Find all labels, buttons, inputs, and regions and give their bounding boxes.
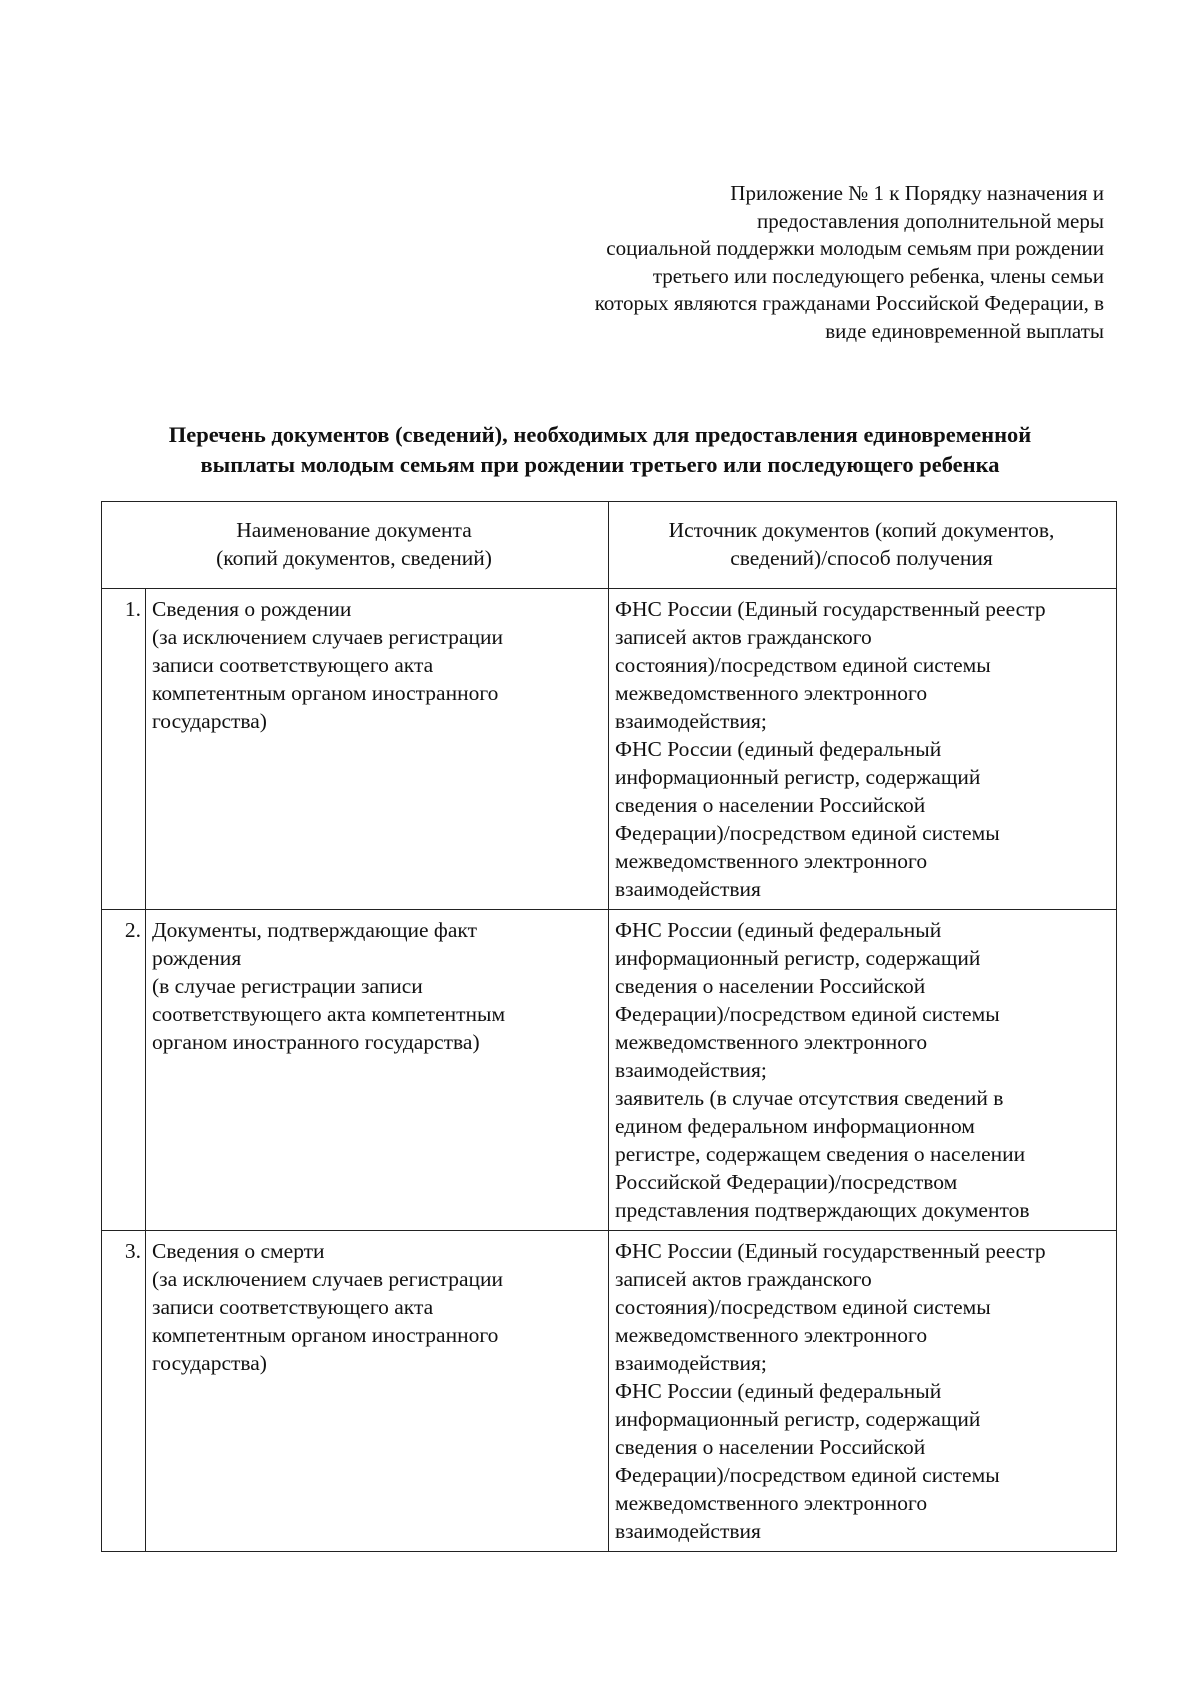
cell-line: межведомственного электронного	[615, 1323, 928, 1347]
cell-line: государства)	[152, 709, 267, 733]
cell-line: межведомственного электронного	[615, 849, 928, 873]
cell-line: регистре, содержащем сведения о населении	[615, 1142, 1026, 1166]
cell-line: Документы, подтверждающие факт	[152, 918, 477, 942]
cell-line: компетентным органом иностранного	[152, 1323, 499, 1347]
cell-line: взаимодействия	[615, 877, 761, 901]
row-number: 1.	[102, 589, 146, 910]
cell-line: взаимодействия;	[615, 1351, 767, 1375]
appendix-line: социальной поддержки молодым семьям при рождении	[606, 236, 1104, 260]
cell-line: компетентным органом иностранного	[152, 681, 499, 705]
cell-line: едином федеральном информационном	[615, 1114, 975, 1138]
header-document-name	[102, 502, 609, 589]
cell-line: Федерации)/посредством единой системы	[615, 1002, 1000, 1026]
cell-line: ФНС России (Единый государственный реестр	[615, 597, 1046, 621]
table-header-row	[102, 502, 1117, 589]
header-text: Наименование документа (копий документов, сведений)	[216, 518, 492, 570]
table-row	[102, 1231, 1117, 1552]
cell-line: Федерации)/посредством единой системы	[615, 821, 1000, 845]
cell-line: Федерации)/посредством единой системы	[615, 1463, 1000, 1487]
cell-line: взаимодействия;	[615, 709, 767, 733]
appendix-line: Приложение № 1 к Порядку назначения и	[730, 181, 1104, 205]
cell-line: государства)	[152, 1351, 267, 1375]
row-number: 2.	[102, 910, 146, 1231]
appendix-line: которых являются гражданами Российской Федерации, в	[594, 291, 1104, 315]
appendix-line: виде единовременной выплаты	[825, 318, 1104, 343]
cell-line: соответствующего акта компетентным	[152, 1002, 506, 1026]
cell-line: (за исключением случаев регистрации	[152, 1267, 504, 1291]
cell-line: ФНС России (единый федеральный	[615, 1379, 942, 1403]
cell-line: Российской Федерации)/посредством	[615, 1170, 958, 1194]
table-row	[102, 589, 1117, 910]
appendix-line: предоставления дополнительной меры	[757, 208, 1104, 233]
document-name-cell	[146, 910, 609, 1231]
cell-line: ФНС России (единый федеральный	[615, 918, 942, 942]
cell-line: (в случае регистрации записи	[152, 974, 423, 998]
cell-line: взаимодействия;	[615, 1058, 767, 1082]
cell-line: информационный регистр, содержащий	[615, 765, 981, 789]
document-source-cell	[609, 910, 1117, 1231]
cell-line: межведомственного электронного	[615, 681, 928, 705]
document-name-cell	[146, 1231, 609, 1552]
title-line: выплаты молодым семьям при рождении третьего или последующего ребенка	[200, 452, 1000, 477]
cell-line: записи соответствующего акта	[152, 1295, 434, 1319]
cell-line: (за исключением случаев регистрации	[152, 625, 504, 649]
cell-line: состояния)/посредством единой системы	[615, 653, 991, 677]
cell-line: взаимодействия	[615, 1519, 761, 1543]
cell-line: записи соответствующего акта	[152, 653, 434, 677]
cell-line: состояния)/посредством единой системы	[615, 1295, 991, 1319]
cell-line: межведомственного электронного	[615, 1030, 928, 1054]
title-line: Перечень документов (сведений), необходимых для предоставления единовременной	[168, 422, 1032, 447]
appendix-line: третьего или последующего ребенка, члены семьи	[652, 263, 1104, 288]
appendix-note	[540, 180, 1104, 345]
document-source-cell	[609, 1231, 1117, 1552]
cell-line: заявитель (в случае отсутствия сведений в	[615, 1086, 1004, 1110]
documents-table	[101, 501, 1117, 1552]
row-number: 3.	[102, 1231, 146, 1552]
cell-line: сведения о населении Российской	[615, 974, 926, 998]
cell-line: Сведения о рождении	[152, 597, 352, 621]
cell-line: сведения о населении Российской	[615, 1435, 926, 1459]
table-row	[102, 910, 1117, 1231]
cell-line: межведомственного электронного	[615, 1491, 928, 1515]
cell-line: сведения о населении Российской	[615, 793, 926, 817]
cell-line: ФНС России (Единый государственный реестр	[615, 1239, 1046, 1263]
document-name-cell	[146, 589, 609, 910]
cell-line: записей актов гражданского	[615, 625, 872, 649]
cell-line: Сведения о смерти	[152, 1239, 325, 1263]
cell-line: ФНС России (единый федеральный	[615, 737, 942, 761]
cell-line: информационный регистр, содержащий	[615, 946, 981, 970]
header-document-source	[609, 502, 1117, 589]
cell-line: записей актов гражданского	[615, 1267, 872, 1291]
cell-line: органом иностранного государства)	[152, 1030, 480, 1054]
cell-line: информационный регистр, содержащий	[615, 1407, 981, 1431]
document-title	[100, 420, 1100, 480]
cell-line: рождения	[152, 946, 242, 970]
document-source-cell	[609, 589, 1117, 910]
header-text: Источник документов (копий документов, сведений)/способ получения	[668, 518, 1055, 570]
cell-line: представления подтверждающих документов	[615, 1198, 1030, 1222]
